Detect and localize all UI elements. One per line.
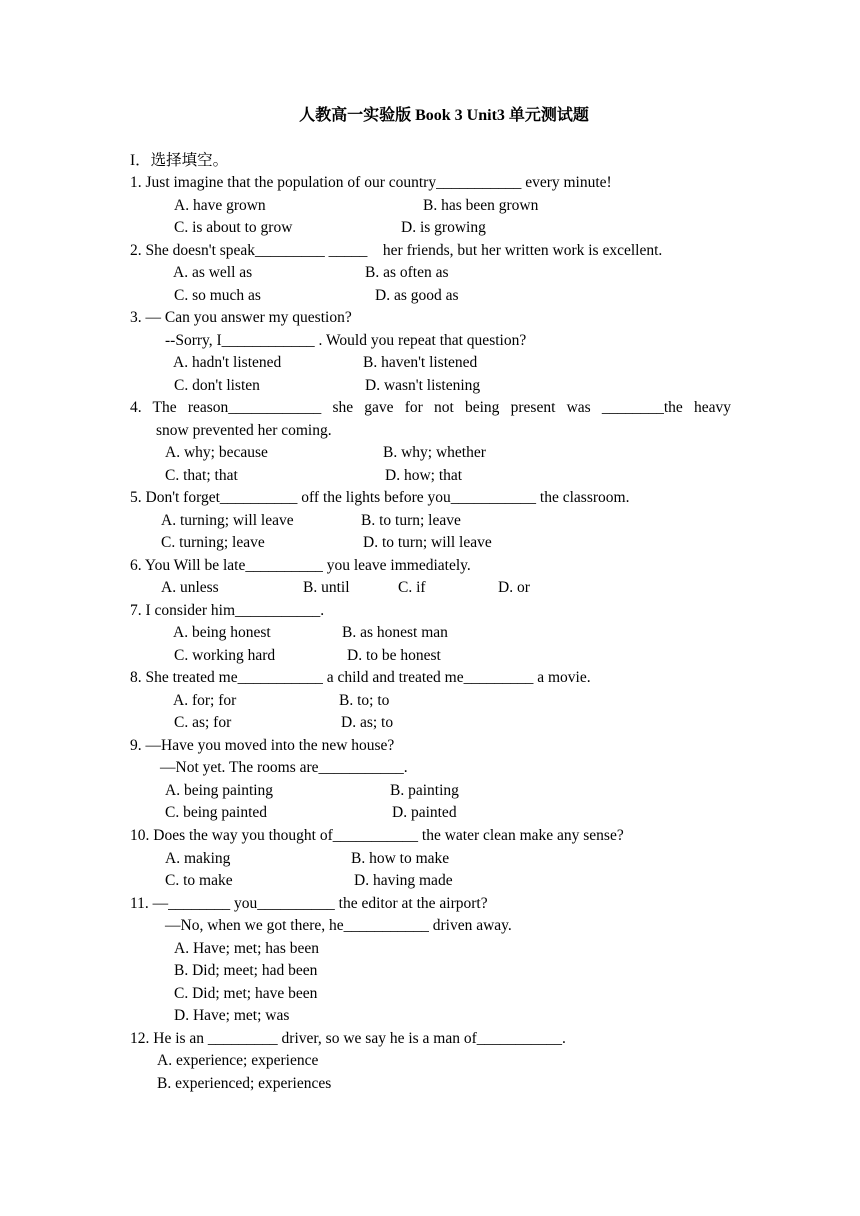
q1-option-c: C. is about to grow: [174, 219, 293, 236]
q10-option-c: C. to make: [165, 872, 233, 889]
q9-option-c: C. being painted: [165, 804, 268, 821]
q11-option-d: D. Have; met; was: [174, 1007, 290, 1024]
question-1-stem: 1. Just imagine that the population of our country___________ every minute!: [130, 174, 612, 191]
q1-option-a: A. have grown: [174, 197, 266, 214]
question-12-stem: 12. He is an _________ driver, so we say he is a man of___________.: [130, 1030, 566, 1047]
question-3-reply: --Sorry, I____________ . Would you repeat that question?: [165, 332, 527, 349]
q12-option-a: A. experience; experience: [157, 1052, 319, 1069]
q5-option-a: A. turning; will leave: [161, 512, 294, 529]
q7-option-a: A. being honest: [173, 624, 271, 641]
q7-option-c: C. working hard: [174, 647, 276, 664]
question-9-reply: —Not yet. The rooms are___________.: [160, 759, 408, 776]
q10-option-a: A. making: [165, 850, 231, 867]
q2-option-d: D. as good as: [375, 287, 459, 304]
q6-option-b: B. until: [303, 579, 350, 596]
q4-option-b: B. why; whether: [383, 444, 486, 461]
question-10-stem: 10. Does the way you thought of___________ the water clean make any sense?: [130, 827, 624, 844]
q6-option-c: C. if: [398, 579, 426, 596]
q2-option-b: B. as often as: [365, 264, 449, 281]
q9-option-d: D. painted: [392, 804, 457, 821]
q7-option-b: B. as honest man: [342, 624, 448, 641]
q4-option-a: A. why; because: [165, 444, 268, 461]
q1-option-d: D. is growing: [401, 219, 486, 236]
q11-option-b: B. Did; meet; had been: [174, 962, 318, 979]
q2-option-a: A. as well as: [173, 264, 253, 281]
q3-option-d: D. wasn't listening: [365, 377, 481, 394]
q9-option-b: B. painting: [390, 782, 459, 799]
q2-option-c: C. so much as: [174, 287, 261, 304]
question-2-stem: 2. She doesn't speak_________ _____ her friends, but her written work is excellent.: [130, 242, 663, 259]
q10-option-b: B. how to make: [351, 850, 450, 867]
section-heading: I．选择填空。: [130, 152, 229, 169]
question-6-stem: 6. You Will be late__________ you leave immediately.: [130, 557, 471, 574]
question-4-stem: 4. The reason____________ she gave for not being present was ________the heavy: [130, 399, 731, 416]
q3-option-a: A. hadn't listened: [173, 354, 282, 371]
q3-option-c: C. don't listen: [174, 377, 260, 394]
q7-option-d: D. to be honest: [347, 647, 441, 664]
question-11-reply: —No, when we got there, he___________ driven away.: [165, 917, 512, 934]
q11-option-a: A. Have; met; has been: [174, 940, 320, 957]
q6-option-a: A. unless: [161, 579, 219, 596]
q10-option-d: D. having made: [354, 872, 453, 889]
q12-option-b: B. experienced; experiences: [157, 1075, 332, 1092]
q5-option-c: C. turning; leave: [161, 534, 265, 551]
question-5-stem: 5. Don't forget__________ off the lights before you___________ the classroom.: [130, 489, 630, 506]
question-9-stem: 9. —Have you moved into the new house?: [130, 737, 395, 754]
q11-option-c: C. Did; met; have been: [174, 985, 318, 1002]
q3-option-b: B. haven't listened: [363, 354, 478, 371]
q4-option-c: C. that; that: [165, 467, 238, 484]
q1-option-b: B. has been grown: [423, 197, 539, 214]
q8-option-d: D. as; to: [341, 714, 394, 731]
q9-option-a: A. being painting: [165, 782, 274, 799]
page-title: 人教高一实验版 Book 3 Unit3 单元测试题: [299, 107, 589, 124]
q8-option-b: B. to; to: [339, 692, 390, 709]
q4-option-d: D. how; that: [385, 467, 463, 484]
q5-option-b: B. to turn; leave: [361, 512, 461, 529]
q8-option-a: A. for; for: [173, 692, 237, 709]
q6-option-d: D. or: [498, 579, 530, 596]
question-8-stem: 8. She treated me___________ a child and treated me_________ a movie.: [130, 669, 591, 686]
question-11-stem: 11. —________ you__________ the editor at the airport?: [130, 895, 488, 912]
q8-option-c: C. as; for: [174, 714, 232, 731]
q5-option-d: D. to turn; will leave: [363, 534, 492, 551]
question-7-stem: 7. I consider him___________.: [130, 602, 325, 619]
question-3-stem: 3. — Can you answer my question?: [130, 309, 352, 326]
question-4-stem-continued: snow prevented her coming.: [156, 422, 332, 439]
